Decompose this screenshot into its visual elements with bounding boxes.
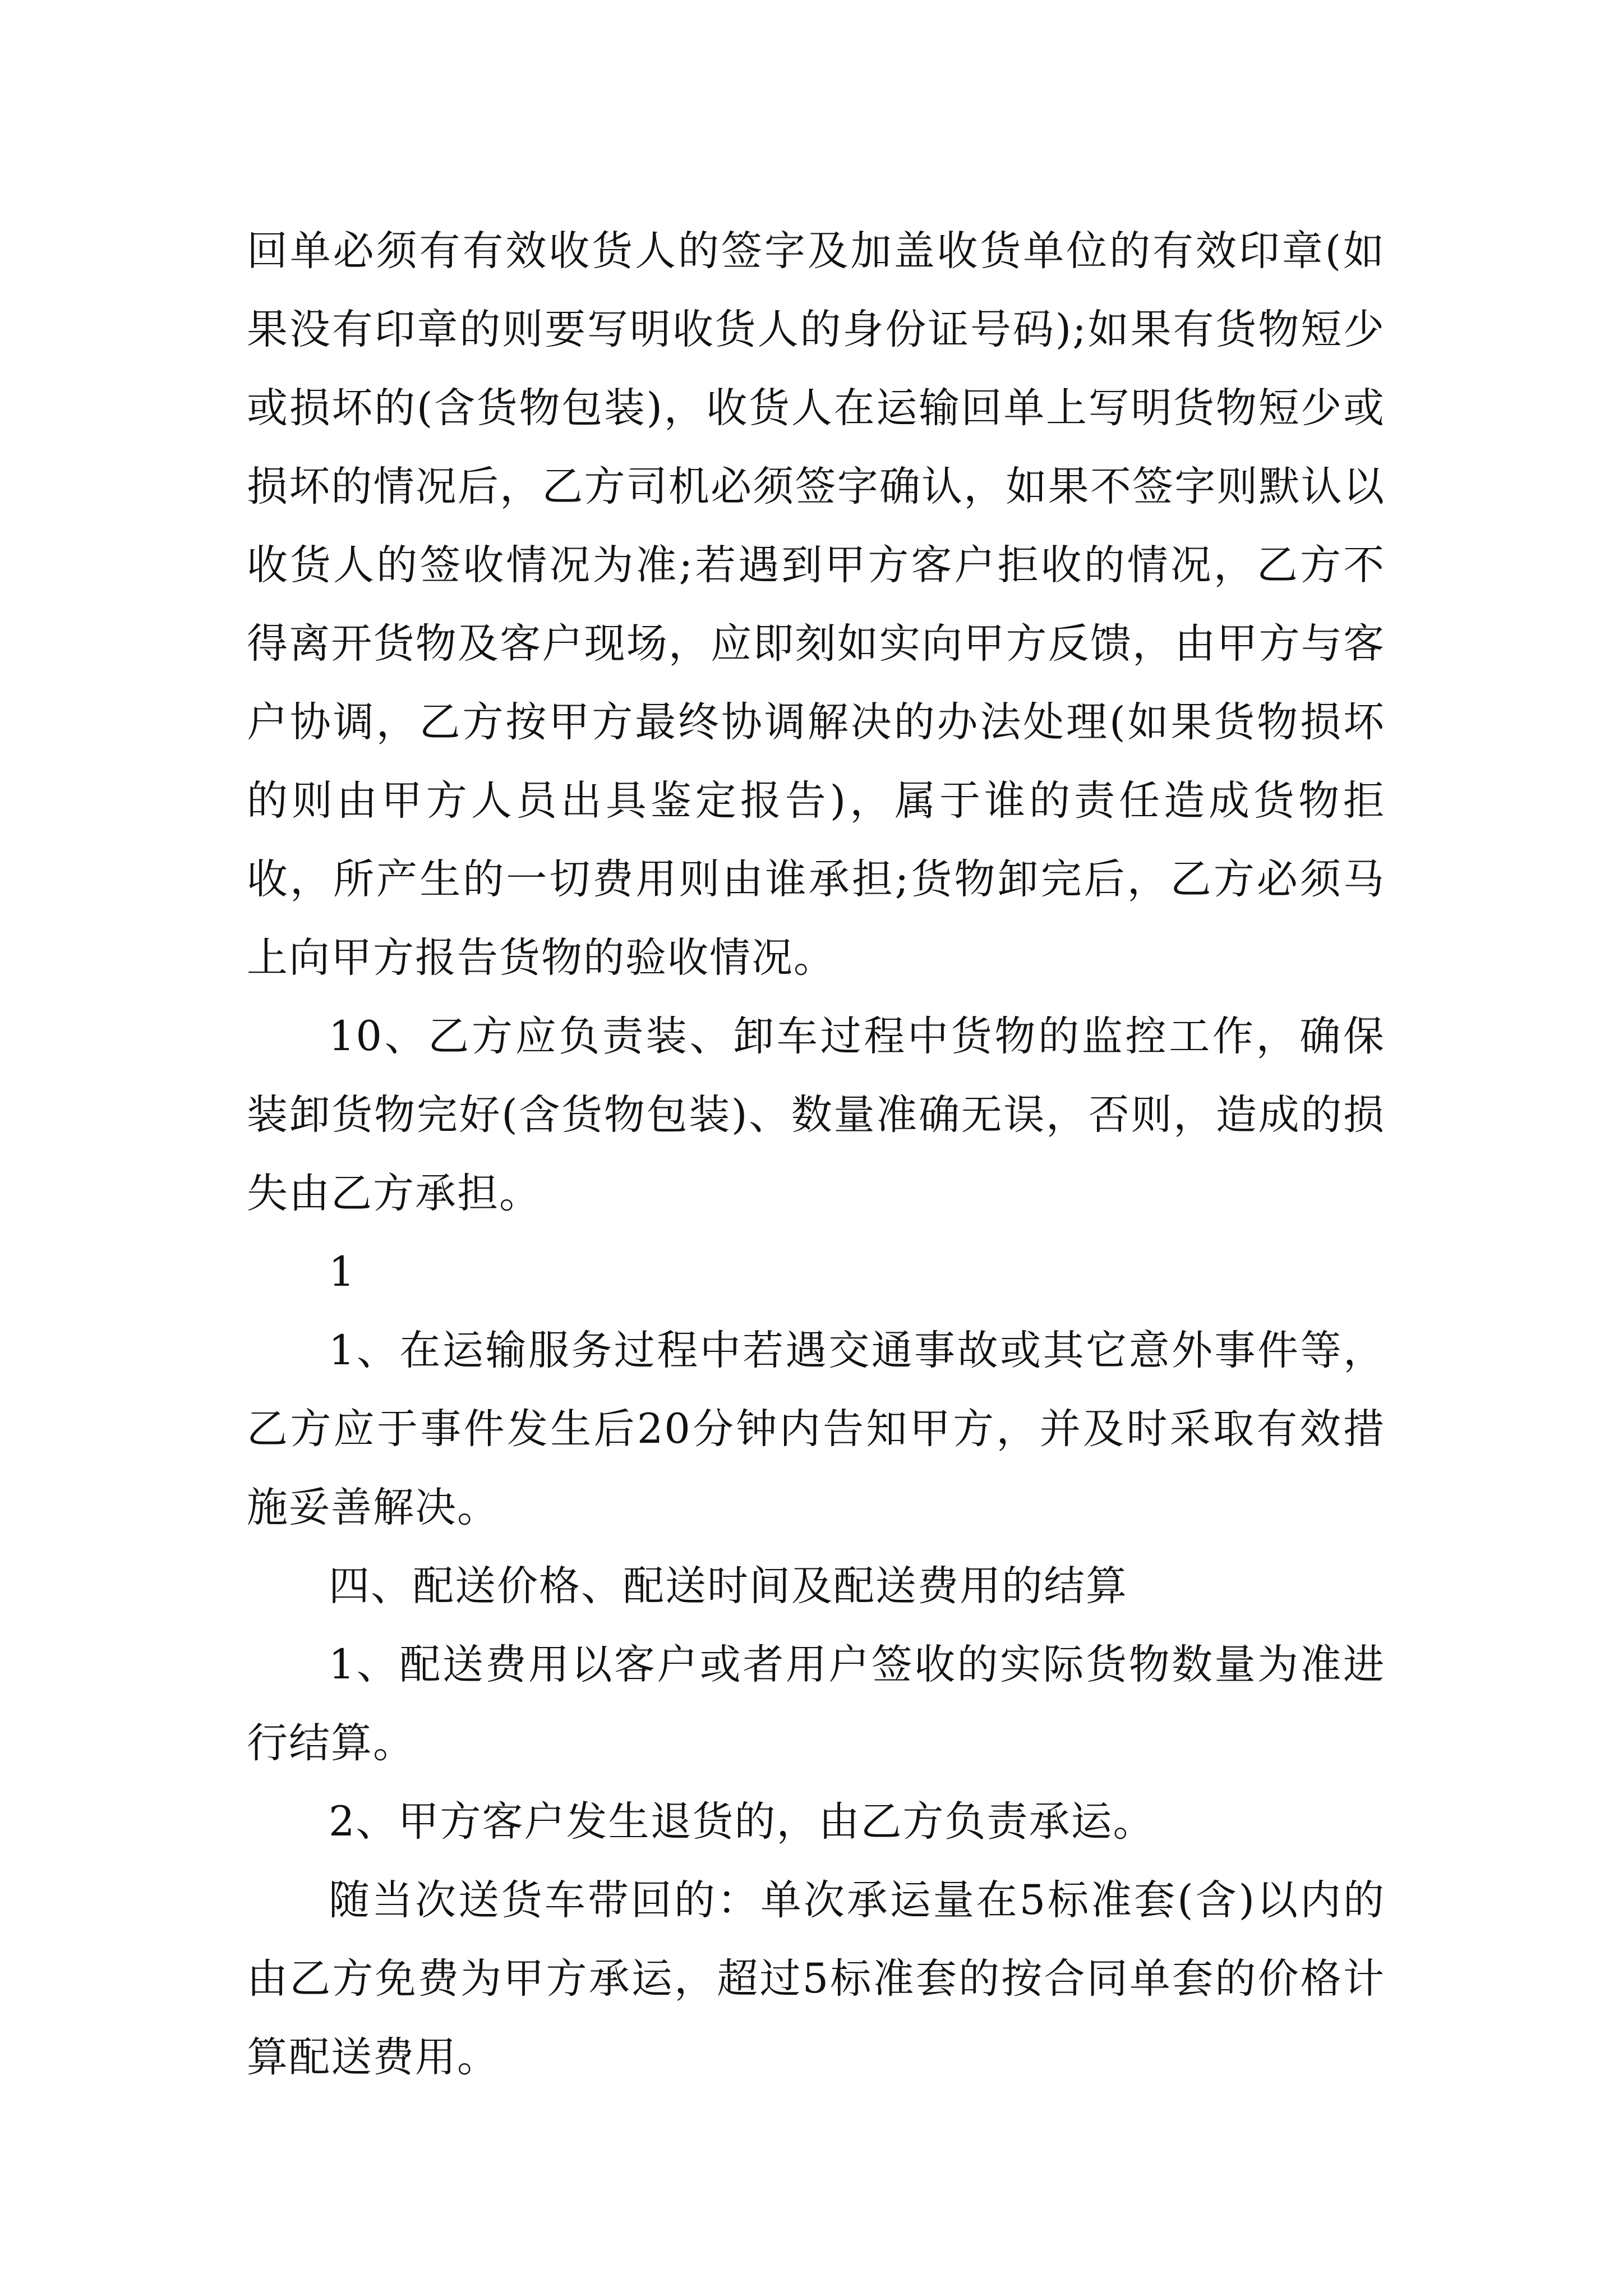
paragraph-receipt-requirements: 回单必须有有效收货人的签字及加盖收货单位的有效印章(如果没有印章的则要写明收货人的身份证号码);如果有货物短少或损坏的(含货物包装)，收货人在运输回单上写明货物短少或损坏的情况后，乙方司机必须签字确认，如果不签字则默认以收货人的签收情况为准;若遇到甲方客户拒收的情况，乙方不得离开货物及客户现场，应即刻如实向甲方反馈，由甲方与客户协调，乙方按甲方最终协调解决的办法处理(如果货物损坏的则由甲方人员出具鉴定报告)，属于谁的责任造成货物拒收，所产生的一切费用则由谁承担;货物卸完后，乙方必须马上向甲方报告货物的验收情况。 bbox=[247, 227, 1385, 982]
paragraph-pricing-clause-1: 1、配送费用以客户或者用户签收的实际货物数量为准进行结算。 bbox=[247, 1641, 1385, 1767]
paragraph-pricing-clause-2: 2、甲方客户发生退货的，由乙方负责承运。 bbox=[329, 1798, 1155, 1846]
section-heading-pricing: 四、配送价格、配送时间及配送费用的结算 bbox=[329, 1562, 1128, 1610]
paragraph-clause-number: 1 bbox=[329, 1248, 356, 1296]
paragraph-clause-10: 10、乙方应负责装、卸车过程中货物的监控工作，确保装卸货物完好(含货物包装)、数量准确无误，否则，造成的损失由乙方承担。 bbox=[247, 1013, 1385, 1217]
paragraph-clause-1-accident: 1、在运输服务过程中若遇交通事故或其它意外事件等，乙方应于事件发生后20分钟内告知甲方，并及时采取有效措施妥善解决。 bbox=[247, 1327, 1385, 1531]
document-body bbox=[247, 212, 1385, 2097]
paragraph-return-shipping: 随当次送货车带回的：单次承运量在5标准套(含)以内的由乙方免费为甲方承运，超过5标准套的按合同单套的价格计算配送费用。 bbox=[247, 1876, 1385, 2081]
